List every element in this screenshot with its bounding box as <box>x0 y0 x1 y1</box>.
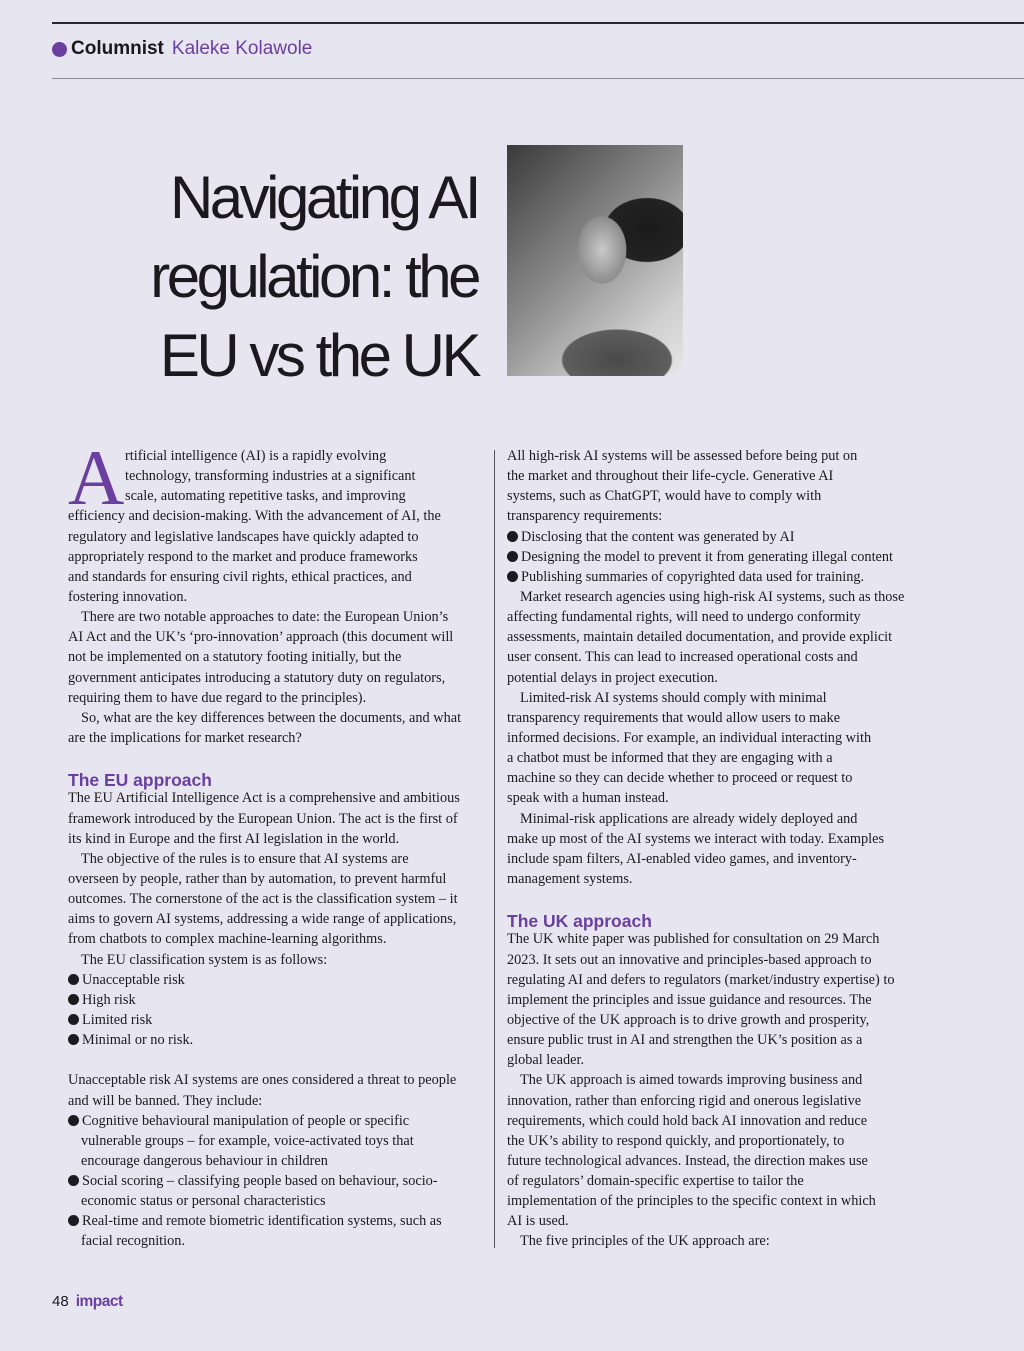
text-line <box>68 909 483 929</box>
line-text: The EU classification system is as follows: <box>81 951 328 968</box>
drop-cap: A <box>68 434 125 521</box>
text-line <box>507 1091 922 1111</box>
text-line <box>68 1070 483 1090</box>
column-divider <box>494 450 495 1248</box>
line-text: The EU approach <box>68 770 212 791</box>
line-text: global leader. <box>507 1052 585 1069</box>
line-text: 2023. It sets out an innovative and principles-based approach to <box>507 951 872 968</box>
article-title <box>150 158 478 395</box>
line-text: affecting fundamental rights, will need to undergo conformity <box>507 609 861 626</box>
line-text: Disclosing that the content was generated by AI <box>521 528 795 545</box>
text-line <box>507 970 922 990</box>
text-line <box>68 446 483 466</box>
page-footer <box>52 1293 123 1311</box>
line-text: outcomes. The cornerstone of the act is the classification system – it <box>68 891 458 908</box>
line-text: AI is used. <box>507 1213 569 1230</box>
text-line <box>68 728 483 748</box>
line-text: The objective of the rules is to ensure that AI systems are <box>81 850 409 867</box>
bullet-icon <box>507 551 518 562</box>
line-text: So, what are the key differences between the documents, and what <box>81 709 462 726</box>
text-line <box>507 466 922 486</box>
text-line <box>68 950 483 970</box>
magazine-brand: impact <box>75 1293 123 1310</box>
text-line <box>68 849 483 869</box>
bullet-item <box>68 1211 483 1231</box>
line-text: ensure public trust in AI and strengthen the UK’s position as a <box>507 1032 863 1049</box>
text-line <box>68 1091 483 1111</box>
kicker-label: Columnist <box>71 38 164 59</box>
text-line <box>507 950 922 970</box>
text-line <box>68 587 483 607</box>
line-text: There are two notable approaches to date: the European Union’s <box>81 609 449 626</box>
line-text: Unacceptable risk AI systems are ones considered a threat to people <box>68 1072 457 1089</box>
text-line <box>507 506 922 526</box>
title-line: EU vs the UK <box>159 322 478 389</box>
line-text: efficiency and decision-making. With the advancement of AI, the <box>68 508 441 525</box>
section-heading <box>507 909 922 932</box>
line-text: and standards for ensuring civil rights, ethical practices, and <box>68 568 412 585</box>
line-text: government anticipates introducing a statutory duty on regulators, <box>68 669 446 686</box>
line-text: systems, such as ChatGPT, would have to comply with <box>507 488 822 505</box>
text-line <box>507 486 922 506</box>
bullet-icon <box>68 994 79 1005</box>
text-line <box>68 567 483 587</box>
text-line <box>507 990 922 1010</box>
title-line: Navigating AI <box>169 164 478 231</box>
line-text: vulnerable groups – for example, voice-activated toys that <box>81 1132 414 1149</box>
line-text: The EU Artificial Intelligence Act is a comprehensive and ambitious <box>68 790 460 807</box>
line-text: appropriately respond to the market and produce frameworks <box>68 548 418 565</box>
text-line <box>68 486 483 506</box>
left-column <box>68 434 483 1252</box>
header-rule <box>52 78 1024 79</box>
line-text: requiring them to have due regard to the principles). <box>68 689 367 706</box>
line-text: Publishing summaries of copyrighted data used for training. <box>521 568 865 585</box>
line-text: Minimal or no risk. <box>82 1032 194 1049</box>
line-text: Cognitive behavioural manipulation of people or specific <box>82 1112 410 1129</box>
line-text: Social scoring – classifying people based on behaviour, socio- <box>82 1173 438 1190</box>
text-line <box>507 708 922 728</box>
bullet-icon <box>68 1034 79 1045</box>
text-line <box>68 547 483 567</box>
line-text: The UK approach is aimed towards improving business and <box>520 1072 863 1089</box>
text-line <box>507 1030 922 1050</box>
line-text: Limited risk <box>82 1011 153 1028</box>
bullet-icon <box>507 571 518 582</box>
line-text: Limited-risk AI systems should comply with minimal <box>520 689 827 706</box>
line-text: rtificial intelligence (AI) is a rapidly evolving <box>125 448 387 464</box>
line-text: objective of the UK approach is to drive growth and prosperity, <box>507 1011 870 1028</box>
text-line <box>68 1131 483 1151</box>
bullet-item <box>68 1171 483 1191</box>
line-text: regulating AI and defers to regulators (market/industry expertise) to <box>507 971 895 988</box>
text-line <box>68 809 483 829</box>
line-text: management systems. <box>507 870 633 887</box>
line-text: technology, transforming industries at a significant <box>125 468 416 485</box>
bullet-icon <box>507 531 518 542</box>
text-line <box>68 607 483 627</box>
text-line <box>507 1191 922 1211</box>
author-name: Kaleke Kolawole <box>171 38 313 59</box>
text-line <box>507 1151 922 1171</box>
blank-line <box>68 1050 483 1070</box>
line-text: High risk <box>82 991 136 1008</box>
text-line <box>507 929 922 949</box>
bullet-icon <box>68 1014 79 1025</box>
text-line <box>507 446 922 466</box>
line-text: framework introduced by the European Union. The act is the first of <box>68 810 458 827</box>
bullet-item <box>507 547 922 567</box>
line-text: scale, automating repetitive tasks, and improving <box>125 488 406 505</box>
bullet-item <box>68 1030 483 1050</box>
line-text: make up most of the AI systems we interact with today. Examples <box>507 830 885 847</box>
text-line <box>68 708 483 728</box>
bullet-item <box>507 567 922 587</box>
line-text: assessments, maintain detailed documentation, and provide explicit <box>507 629 893 646</box>
line-text: economic status or personal characteristics <box>81 1193 326 1210</box>
text-line <box>68 668 483 688</box>
line-text: implementation of the principles to the specific context in which <box>507 1193 876 1210</box>
page-number: 48 <box>52 1293 69 1310</box>
text-line <box>68 1191 483 1211</box>
text-line <box>507 869 922 889</box>
bullet-icon <box>68 974 79 985</box>
line-text: encourage dangerous behaviour in children <box>81 1152 328 1169</box>
line-text: future technological advances. Instead, the direction makes use <box>507 1152 868 1169</box>
bullet-icon <box>68 1215 79 1226</box>
text-line <box>507 607 922 627</box>
line-text: machine so they can decide whether to proceed or request to <box>507 770 853 787</box>
line-text: Minimal-risk applications are already widely deployed and <box>520 810 858 827</box>
top-rule <box>52 22 1024 24</box>
text-line <box>68 869 483 889</box>
line-text: AI Act and the UK’s ‘pro-innovation’ approach (this document will <box>68 629 454 646</box>
author-photo <box>507 145 683 376</box>
text-line <box>507 809 922 829</box>
line-text: aims to govern AI systems, addressing a wide range of applications, <box>68 911 457 928</box>
text-line <box>68 627 483 647</box>
line-text: Real-time and remote biometric identification systems, such as <box>82 1213 442 1230</box>
bullet-item <box>68 1010 483 1030</box>
line-text: transparency requirements: <box>507 508 663 525</box>
bullet-icon <box>68 1115 79 1126</box>
text-line <box>507 1231 922 1251</box>
line-text: fostering innovation. <box>68 588 188 605</box>
line-text: Designing the model to prevent it from generating illegal content <box>521 548 894 565</box>
line-text: overseen by people, rather than by automation, to prevent harmful <box>68 870 447 887</box>
title-line: regulation: the <box>150 243 478 310</box>
line-text: The UK approach <box>507 911 652 932</box>
text-line <box>507 627 922 647</box>
text-line <box>68 829 483 849</box>
text-line <box>68 688 483 708</box>
line-text: Unacceptable risk <box>82 971 185 988</box>
text-line <box>68 1151 483 1171</box>
line-text: a chatbot must be informed that they are engaging with a <box>507 750 833 767</box>
text-line <box>68 506 483 526</box>
bullet-item <box>68 990 483 1010</box>
text-line <box>507 647 922 667</box>
line-text: implement the principles and issue guidance and resources. The <box>507 991 872 1008</box>
line-text: The UK white paper was published for consultation on 29 March <box>507 931 880 948</box>
text-line <box>507 748 922 768</box>
line-text: of regulators’ domain-specific expertise to tailor the <box>507 1173 804 1190</box>
line-text: include spam filters, AI-enabled video games, and inventory- <box>507 850 857 867</box>
columnist-kicker <box>52 38 312 60</box>
line-text: speak with a human instead. <box>507 790 669 807</box>
text-line <box>507 1131 922 1151</box>
text-line <box>68 889 483 909</box>
text-line <box>507 668 922 688</box>
line-text: All high-risk AI systems will be assessed before being put on <box>507 448 858 464</box>
line-text: are the implications for market research? <box>68 729 302 746</box>
text-line <box>507 1111 922 1131</box>
text-line <box>68 788 483 808</box>
bullet-item <box>507 527 922 547</box>
line-text: requirements, which could hold back AI innovation and reduce <box>507 1112 868 1129</box>
blank-line <box>507 889 922 909</box>
line-text: its kind in Europe and the first AI legislation in the world. <box>68 830 400 847</box>
text-line <box>507 587 922 607</box>
line-text: potential delays in project execution. <box>507 669 718 686</box>
text-line <box>68 1231 483 1251</box>
line-text: facial recognition. <box>81 1233 186 1250</box>
line-text: transparency requirements that would allow users to make <box>507 709 841 726</box>
text-line <box>507 768 922 788</box>
line-text: regulatory and legislative landscapes have quickly adapted to <box>68 528 419 545</box>
text-line <box>507 829 922 849</box>
text-line <box>507 1171 922 1191</box>
text-line <box>507 1070 922 1090</box>
line-text: Market research agencies using high-risk AI systems, such as those <box>520 588 905 605</box>
line-text: not be implemented on a statutory footing initially, but the <box>68 649 402 666</box>
text-line <box>507 1010 922 1030</box>
text-line <box>507 728 922 748</box>
text-line <box>68 466 483 486</box>
line-text: the market and throughout their life-cycle. Generative AI <box>507 468 834 485</box>
section-heading <box>68 768 483 791</box>
line-text: The five principles of the UK approach are: <box>520 1233 770 1250</box>
line-text: informed decisions. For example, an individual interacting with <box>507 729 872 746</box>
text-line <box>68 929 483 949</box>
line-text: innovation, rather than enforcing rigid and onerous legislative <box>507 1092 862 1109</box>
line-text: from chatbots to complex machine-learning algorithms. <box>68 931 387 948</box>
bullet-dot-icon <box>52 42 67 57</box>
text-line <box>507 788 922 808</box>
text-line <box>68 647 483 667</box>
line-text: and will be banned. They include: <box>68 1092 263 1109</box>
line-text: the UK’s ability to respond quickly, and proportionately, to <box>507 1132 845 1149</box>
text-line <box>68 527 483 547</box>
bullet-item <box>68 970 483 990</box>
text-line <box>507 849 922 869</box>
blank-line <box>68 748 483 768</box>
bullet-item <box>68 1111 483 1131</box>
text-line <box>507 1050 922 1070</box>
right-column <box>507 446 922 1252</box>
text-line <box>507 1211 922 1231</box>
text-line <box>507 688 922 708</box>
line-text: user consent. This can lead to increased operational costs and <box>507 649 858 666</box>
bullet-icon <box>68 1175 79 1186</box>
